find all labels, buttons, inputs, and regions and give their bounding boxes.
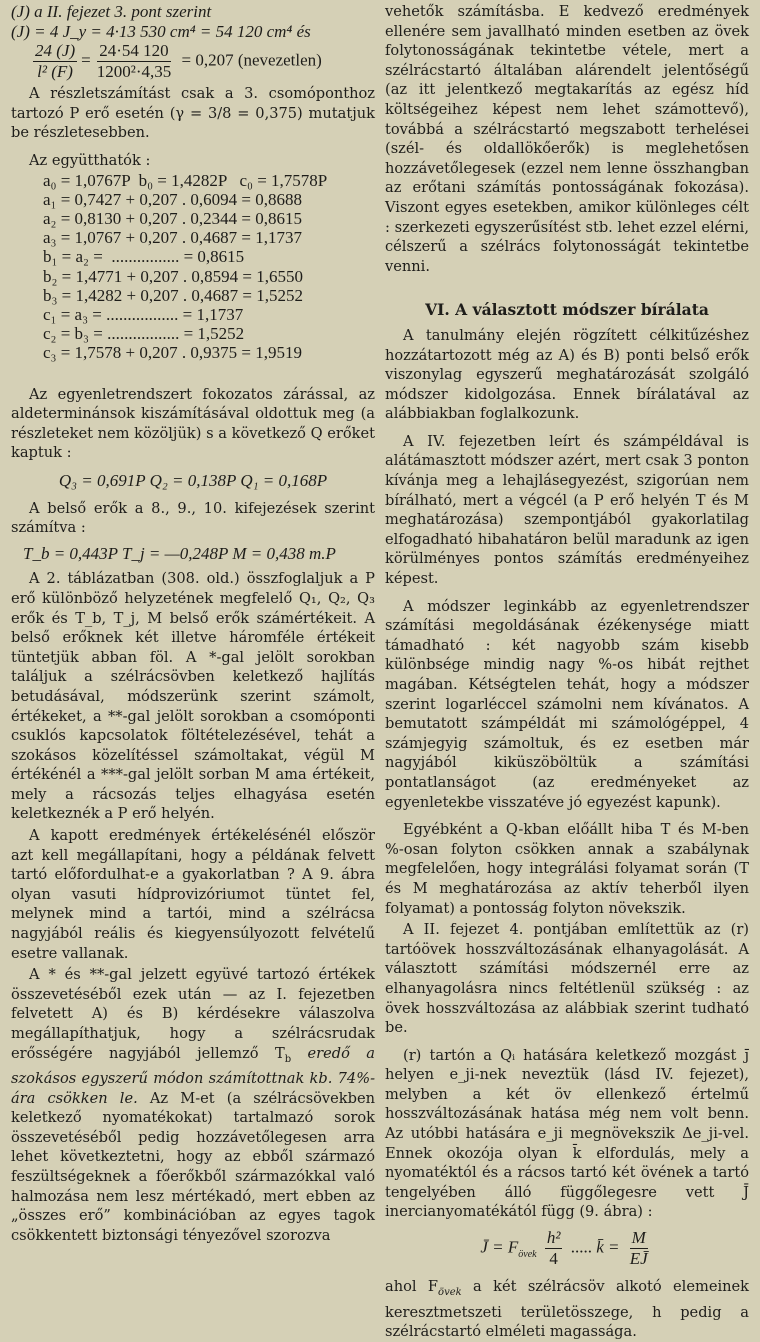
ratio-lhs [33, 41, 77, 82]
left-column [11, 2, 375, 1245]
compare-text-a: A * és **-gal jelzett együvé tartozó értékek összevetéséből ezek után — az I. fejezetben felvetett A) és B) kérdésekre válaszolva megállapíthatjuk, hogy a szélrácsrudak erősségére nagyjából jellemző T [11, 966, 375, 1062]
formula-frac-2 [628, 1228, 650, 1269]
q-values: Q₃ = 0,691P Q₂ = 0,138P Q₁ = 0,168P [58, 470, 328, 490]
coefficient-line: a₁ = 0,7427 + 0,207 . 0,6094 = 0,8688 [43, 189, 302, 209]
paragraph-where [385, 1277, 749, 1342]
paragraph-chapter4: A IV. fejezetben leírt és számpéldával is alátámasztott módszer azért, mert csak 3 ponton kívánja meg a lehajlásegyezést, szigorúan nem bírálható, mert a végcél (a P erő helyén T és M meghatározása) szempontjából gyakorlatilag elfogadható hibahatáron belül maradunk az igen körülményes pontos számítás eredményeihez képest. [385, 432, 749, 588]
paragraph-goal: A tanulmány elején rögzített célkitűzéshez hozzátartozott még az A) és B) ponti belső erők viszonylag egyszerű meghatározását szolgáló módszer kidolgozása. Ennek bírálatával az alábbiakban foglalkozunk. [385, 326, 749, 423]
ratio-rhs-den: 1200²·4,35 [96, 62, 172, 82]
paragraph-detail: A részletszámítást csak a 3. csomóponthoz tartozó P erő esetén (γ = 3/8 = 0,375) mutatjuk be részletesebben. [11, 85, 375, 142]
coefficient-line: c₃ = 1,7578 + 0,207 . 0,9375 = 1,9519 [43, 343, 302, 363]
coefficient-line: b₃ = 1,4282 + 0,207 . 0,4687 = 1,5252 [43, 285, 303, 305]
j-formula: (J) = 4 J_y = 4·13 530 cm⁴ = 54 120 cm⁴ és [11, 21, 311, 41]
coefficients-title: Az együtthatók : [29, 151, 151, 169]
formula-lhs: J̄ = F [480, 1237, 519, 1257]
formula-den-2: EJ̄ [629, 1249, 648, 1269]
compare-text-c: Az M-et (a szélrácsövekben keletkező nyomatékokat) tartalmazó sorok összevetéséből pedig hozzávetőlegesen arra lehet következtetni, hogy az ebből származó feszültségeknek a főerőkből származókkal való halmozása nem lesz mértékadó, mert ebben az „összes erő” kombinációban az egyes tagok csökkentett biztonsági tényezővel szorozva [11, 1089, 375, 1244]
paragraph-compare [11, 965, 375, 1245]
compare-text-b: eredő a szokásos egyszerű módon számítottnak kb. 74%-ára csökken le. [11, 1044, 375, 1107]
formula-k: k̄ = [596, 1237, 620, 1257]
section-heading: VI. A választott módszer bírálata [425, 300, 709, 320]
ratio-rhs [95, 41, 174, 82]
formula-dots: ..... [570, 1237, 592, 1257]
paragraph-chapter2: A II. fejezet 4. pontjában említettük az (r) tartóövek hosszváltozásának elhanyagolását. A választott számítási módszernél erre az elhanyagolásra nincs feltétlenül szükség : az övek hosszváltozása az alábbiak szerint tudható be. [385, 921, 749, 1037]
paragraph-internal-forces: A belső erők a 8., 9., 10. kifejezések szerint számítva : [11, 499, 375, 537]
paragraph-error: Egyébként a Q-kban előállt hiba T és M-ben %-osan folyton csökken annak a szabálynak megfelelően, hogy integrálási folyamat során (T és M meghatározása az aktív teherből ilyen folyamat) a pontosság folyton növekszik. [385, 821, 749, 917]
paragraph-method: A módszer leginkább az egyenletrendszer számítási megoldásának ézékenysége miatt támadható : két nagyobb szám kisebb különbsége mindig nagy %-os hibát rejthet magában. Kétségtelen tehát, hogy a módszer szerint logarléccel számolni nem kívánatos. A bemutatott számpéldát mi számológéppel, 4 számjegyig számoltuk, és ez esetben már nagyjából kiküszöböltük a számítási pontatlanságot (az eredményeket az egyenletekbe visszatéve jó egyezést kapunk). [385, 597, 749, 811]
paragraph-continuation: vehetők számításba. E kedvező eredmények ellenére sem javallható minden esetben az övek folytonosságának tekintetbe vétele, mert a szélrácstartó általában alárendelt jelentőségű (az itt jelentkező megtakarítás az egész híd költségeihez képest nem lehet számottevő), továbbá a szélrácstartó megszabott terhelései (szél- és oldallökőerők) is meglehetősen hozzávetőlegesek (ezzel nem lenne összhangban az erőtani számítás pontosságának fokozása). Viszont egyes esetekben, amikor különleges célt : szerkezeti egyszerűsítést stb. lehet ezzel elérni, célszerű a szélrács folytonosságát tekintetbe venni. [385, 3, 749, 275]
compare-sub: b [284, 1053, 292, 1065]
formula-sub: övek [518, 1248, 537, 1260]
ratio-lhs-den: l² (F) [37, 62, 73, 82]
paragraph-results: A kapott eredmények értékelésénél először azt kell megállapítani, hogy a példának felvett tartó előfordulhat-e a gyakorlatban ? A 9. ábra olyan vasuti hídprovizóriumot tüntet fel, melynek mind a tartói, mind a szélrácsa nagyjából reális és kiegyensúlyozott felvételű esetre vallanak. [11, 827, 375, 962]
coefficient-line: a₃ = 1,0767 + 0,207 . 0,4687 = 1,1737 [43, 228, 302, 248]
paragraph-motion: (r) tartón a Qᵢ hatására keletkező mozgást j̄ helyen e_ji-nek neveztük (lásd IV. fejezet), melyben a két öv ellenkező értelmű hosszváltozásának hatása még nem volt benn. Az utóbbi hatására e_ji megnövekszik Δe_ji-vel. Ennek okozója olyan k̄ elfordulás, mely a nyomatéktól és a rácsos tartó két övének a tartó tengelyében álló függőlegesre vett J̄ inercianyomatékától függ (9. ábra) : [385, 1046, 749, 1221]
coefficient-line: b₁ = a₂ = ................ = 0,8615 [43, 247, 245, 267]
formula-num-1: h² [546, 1228, 561, 1248]
t-values: T_b = 0,443P T_j = —0,248P M = 0,438 m.P [23, 543, 336, 563]
ratio-lhs-num: 24 (J) [35, 41, 76, 61]
coefficients-list [11, 171, 375, 363]
formula-den-1: 4 [549, 1249, 558, 1269]
paragraph-system: Az egyenletrendszert fokozatos zárással, az aldeterminánsok kiszámításával oldottuk meg (a részleteket nem közöljük) s a következő Q erőket kaptuk : [11, 385, 375, 462]
ratio-formula: $\frac{24 (J)}{\text{l² (F)}}$ = $\frac{24\cdot 54 120}{\text{1200²·4,35}}$ = 0,207 (nevezetlen) [35, 41, 322, 82]
where-sub: övek [438, 1286, 462, 1298]
formula-num-2: M [631, 1228, 646, 1248]
right-column [385, 2, 749, 1342]
inertia-formula [385, 1228, 749, 1269]
coefficient-line: b₂ = 1,4771 + 0,207 . 0,8594 = 1,6550 [43, 266, 303, 286]
coefficient-line: c₂ = b₃ = ................. = 1,5252 [43, 324, 245, 344]
coefficient-line: a₂ = 0,8130 + 0,207 . 0,2344 = 0,8615 [43, 208, 302, 228]
coefficient-line: c₁ = a₃ = ................. = 1,1737 [43, 304, 244, 324]
intro-line: (J) a II. fejezet 3. pont szerint [11, 2, 212, 21]
coefficient-line: a₀ = 1,0767P b₀ = 1,4282P c₀ = 1,7578P [43, 170, 328, 190]
where-text-a: ahol F [385, 1278, 439, 1296]
where-text-b: a két szélrácsöv alkotó elemeinek keresztmetszeti területösszege, h pedig a szélrácstartó elméleti magassága. [385, 1278, 749, 1341]
ratio-result: = 0,207 (nevezetlen) [181, 50, 322, 70]
ratio-rhs-num: 24·54 120 [99, 41, 169, 61]
paragraph-table: A 2. táblázatban (308. old.) összfoglaljuk a P erő különböző helyzetének megfelelő Q₁, Q₂, Q₃ erők és T_b, T_j, M belső erők számértékeit. A belső erőknek két illetve háromféle értékeit tüntetjük abban föl. A *-gal jelölt sorokban találjuk a szélrácsövben keletkező hajlítás betudásával, módszerünk szerint számolt, értékeket, a **-gal jelölt sorokban a csomóponti csuklós kapcsolatok föltételezésével, tehát a szokásos közelítéssel számoltakat, végül M értékénél a ***-gal jelölt sorban M ama értékeit, mely a rácsozás teljes elhagyása esetén keletkeznék a P erő helyén. [11, 570, 375, 823]
formula-frac-1 [545, 1228, 563, 1269]
